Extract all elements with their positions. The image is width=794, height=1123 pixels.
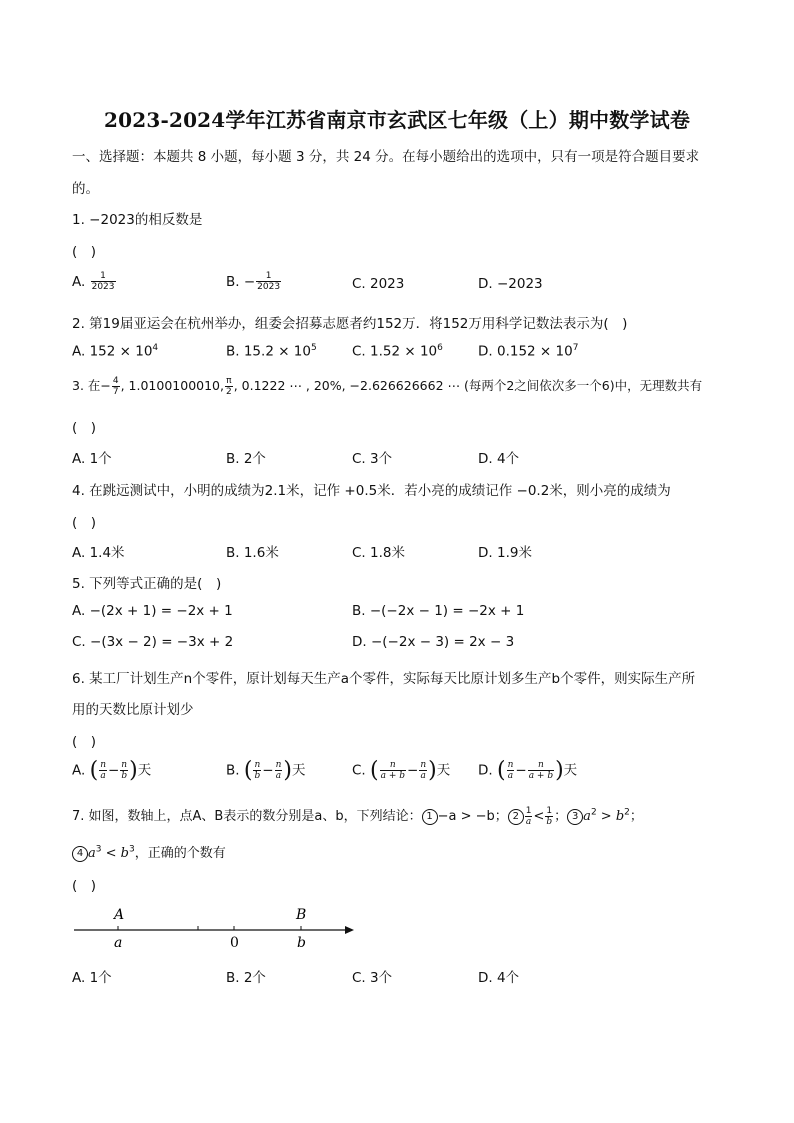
numerator: 4: [112, 375, 119, 386]
denominator: a: [275, 770, 282, 781]
number-line-figure: [60, 900, 370, 960]
numerator: n: [254, 759, 261, 770]
denominator: b: [546, 816, 553, 827]
denominator: b: [254, 770, 261, 781]
unit-label: 天: [291, 762, 306, 779]
denominator: 7: [112, 386, 119, 397]
paren-close: ): [555, 758, 564, 783]
denominator: a + b: [380, 770, 405, 781]
numerator: 1: [265, 271, 272, 281]
q3-stem: [72, 376, 702, 397]
fraction: [91, 272, 116, 292]
numerator: 1: [100, 271, 106, 281]
q3-stem-part: 3. 在−: [72, 378, 111, 393]
q7-stem-line1: [72, 805, 643, 827]
option-label: B.: [226, 762, 244, 779]
fraction: [507, 761, 515, 781]
numerator: n: [537, 759, 544, 770]
numerator: n: [507, 759, 514, 770]
q6-stem-line1: 6. 某工厂计划生产n个零件，原计划每天生产a个零件，实际每天比原计划多生产b个零件，则实际生产所: [72, 671, 696, 687]
q4-stem: 4. 在跳远测试中，小明的成绩为2.1米，记作 +0.5米．若小亮的成绩记作 −0.2米，则小亮的成绩为: [72, 483, 671, 499]
q4-option-b: B. 1.6米: [226, 545, 279, 561]
numerator: n: [121, 759, 128, 770]
q7-conclusion-4-rel: < b: [101, 846, 129, 861]
q1-stem: 1. −2023的相反数是: [72, 212, 203, 228]
numerator: 1: [525, 805, 532, 816]
q5-option-b: B. −(−2x − 1) = −2x + 1: [352, 603, 525, 619]
paren-open: (: [89, 758, 99, 783]
q4-option-a: A. 1.4米: [72, 545, 125, 561]
fraction: [528, 761, 554, 781]
circled-number-2: 2: [508, 809, 524, 825]
q2-option-c: [352, 343, 443, 360]
q7-option-c: C. 3个: [352, 970, 393, 986]
denominator: a: [507, 770, 514, 781]
q4-option-d: D. 1.9米: [478, 545, 532, 561]
q6-blank: ( ): [72, 734, 97, 750]
fraction: [256, 272, 281, 292]
separator: ；: [554, 809, 568, 824]
paren-open: (: [243, 758, 253, 783]
q1-option-d: D. −2023: [478, 276, 543, 292]
q7-option-b: B. 2个: [226, 970, 266, 986]
denominator: a: [525, 816, 532, 827]
less-than: <: [533, 809, 545, 824]
q1-option-a: [72, 272, 117, 292]
point-b-label: B: [296, 907, 307, 923]
fraction: [275, 761, 283, 781]
numerator: π: [226, 375, 232, 386]
q6-stem-line2: 用的天数比原计划少: [72, 702, 194, 718]
q6-option-d: D. ( $\frac{n}{a}$ − $\frac{n}{a + b}$ )天: [478, 758, 578, 783]
section-instructions-line1: 一、选择题：本题共 8 小题，每小题 3 分，共 24 分。在每小题给出的选项中，只有一项是符合题目要求: [72, 149, 700, 165]
q7-stem-part: 7. 如图，数轴上，点A、B表示的数分别是a、b，下列结论：: [72, 809, 422, 824]
fraction: [120, 761, 128, 781]
exponent: 2: [590, 807, 597, 818]
q7-conclusion-4: a: [88, 846, 96, 861]
fraction: [525, 807, 533, 827]
exponent: 4: [152, 343, 159, 353]
section-instructions-line2: 的。: [72, 181, 99, 197]
value-b-label: b: [297, 935, 306, 951]
denominator: a: [100, 770, 106, 781]
option-label: D.: [478, 762, 497, 779]
q6-option-a: A. ( $\frac{n}{a}$ − $\frac{n}{b}$ )天: [72, 758, 152, 783]
page-title: 2023-2024学年江苏省南京市玄武区七年级（上）期中数学试卷: [103, 108, 691, 132]
denominator: b: [121, 770, 128, 781]
q1-option-b: [226, 272, 282, 292]
exponent: 5: [310, 343, 317, 353]
exponent: 2: [624, 807, 630, 818]
q5-option-d: D. −(−2x − 3) = 2x − 3: [352, 634, 515, 650]
q2-option-b: [226, 343, 317, 360]
option-label: B. −: [226, 274, 256, 290]
q3-option-b: B. 2个: [226, 451, 266, 467]
denominator: a: [420, 770, 426, 781]
denominator: 2023: [91, 282, 115, 292]
numerator: n: [389, 759, 396, 770]
value-a-label: a: [114, 935, 123, 951]
option-text: B. 15.2 × 10: [226, 343, 311, 360]
q4-blank: ( ): [72, 515, 97, 531]
paren-close: ): [129, 758, 138, 783]
option-text: C. 1.52 × 10: [352, 343, 438, 360]
paren-close: ): [283, 758, 292, 783]
option-label: C.: [352, 762, 371, 779]
q7-stem-line2: [72, 842, 226, 862]
exponent: 7: [572, 343, 579, 353]
option-label: A.: [72, 762, 90, 779]
q3-blank: ( ): [72, 420, 97, 436]
exponent: 6: [437, 343, 443, 353]
numerator: n: [275, 759, 282, 770]
q7-conclusion-3-rel: > b: [596, 809, 625, 824]
paren-open: (: [370, 758, 379, 783]
q7-conclusion-1: −a > −b；: [437, 809, 508, 824]
unit-label: 天: [436, 762, 451, 779]
exponent: 3: [128, 844, 135, 855]
numerator: 1: [546, 805, 553, 816]
option-label: A.: [72, 274, 90, 290]
circled-number-4: 4: [72, 846, 88, 862]
q7-conclusion-3: a: [583, 809, 591, 824]
option-text: D. 0.152 × 10: [478, 343, 573, 360]
exponent: 3: [95, 844, 102, 855]
q3-option-d: D. 4个: [478, 451, 520, 467]
q5-option-a: A. −(2x + 1) = −2x + 1: [72, 603, 233, 619]
q7-option-a: A. 1个: [72, 970, 112, 986]
fraction: [225, 377, 233, 397]
fraction: [380, 761, 406, 781]
q7-blank: ( ): [72, 878, 97, 894]
paren-close: ): [428, 758, 437, 783]
point-a-label: A: [114, 907, 125, 923]
q4-option-c: C. 1.8米: [352, 545, 405, 561]
denominator: 2: [226, 386, 232, 397]
q7-stem-ending: ，正确的个数有: [134, 846, 226, 861]
unit-label: 天: [563, 762, 578, 779]
denominator: a + b: [528, 770, 554, 781]
q3-option-c: C. 3个: [352, 451, 393, 467]
numerator: n: [100, 759, 106, 770]
fraction: [419, 761, 427, 781]
q3-option-a: A. 1个: [72, 451, 112, 467]
fraction: [545, 807, 553, 827]
zero-label: 0: [230, 935, 239, 951]
circled-number-3: 3: [567, 809, 583, 825]
option-text: A. 152 × 10: [72, 343, 153, 360]
q2-option-a: [72, 343, 158, 360]
paren-open: (: [496, 758, 506, 783]
fraction: [253, 761, 261, 781]
circled-number-1: 1: [422, 809, 438, 825]
q7-option-d: D. 4个: [478, 970, 520, 986]
unit-label: 天: [137, 762, 152, 779]
q3-stem-part: , 0.1222 ⋯ , 20%, −2.626626662 ⋯ (每两个2之间依次多一个6)中，无理数共有: [233, 378, 703, 393]
q2-option-d: [478, 343, 578, 360]
q6-option-b: B. ( $\frac{n}{b}$ − $\frac{n}{a}$ )天: [226, 758, 306, 783]
q6-option-c: C. ( $\frac{n}{a + b}$ − $\frac{n}{a}$ )天: [352, 758, 451, 783]
arrow-icon: [345, 926, 354, 934]
q1-option-c: C. 2023: [352, 276, 405, 292]
q3-stem-part: , 1.0100100010,: [120, 378, 224, 393]
q1-blank: ( ): [72, 244, 97, 260]
q5-stem: 5. 下列等式正确的是( ): [72, 576, 222, 592]
separator: ；: [629, 809, 643, 824]
denominator: 2023: [257, 282, 281, 292]
numerator: n: [420, 759, 427, 770]
fraction: [112, 377, 120, 397]
fraction: [99, 761, 107, 781]
q2-stem: 2. 第19届亚运会在杭州举办，组委会招募志愿者约152万．将152万用科学记数法表示为( ): [72, 316, 628, 332]
q5-option-c: C. −(3x − 2) = −3x + 2: [72, 634, 234, 650]
